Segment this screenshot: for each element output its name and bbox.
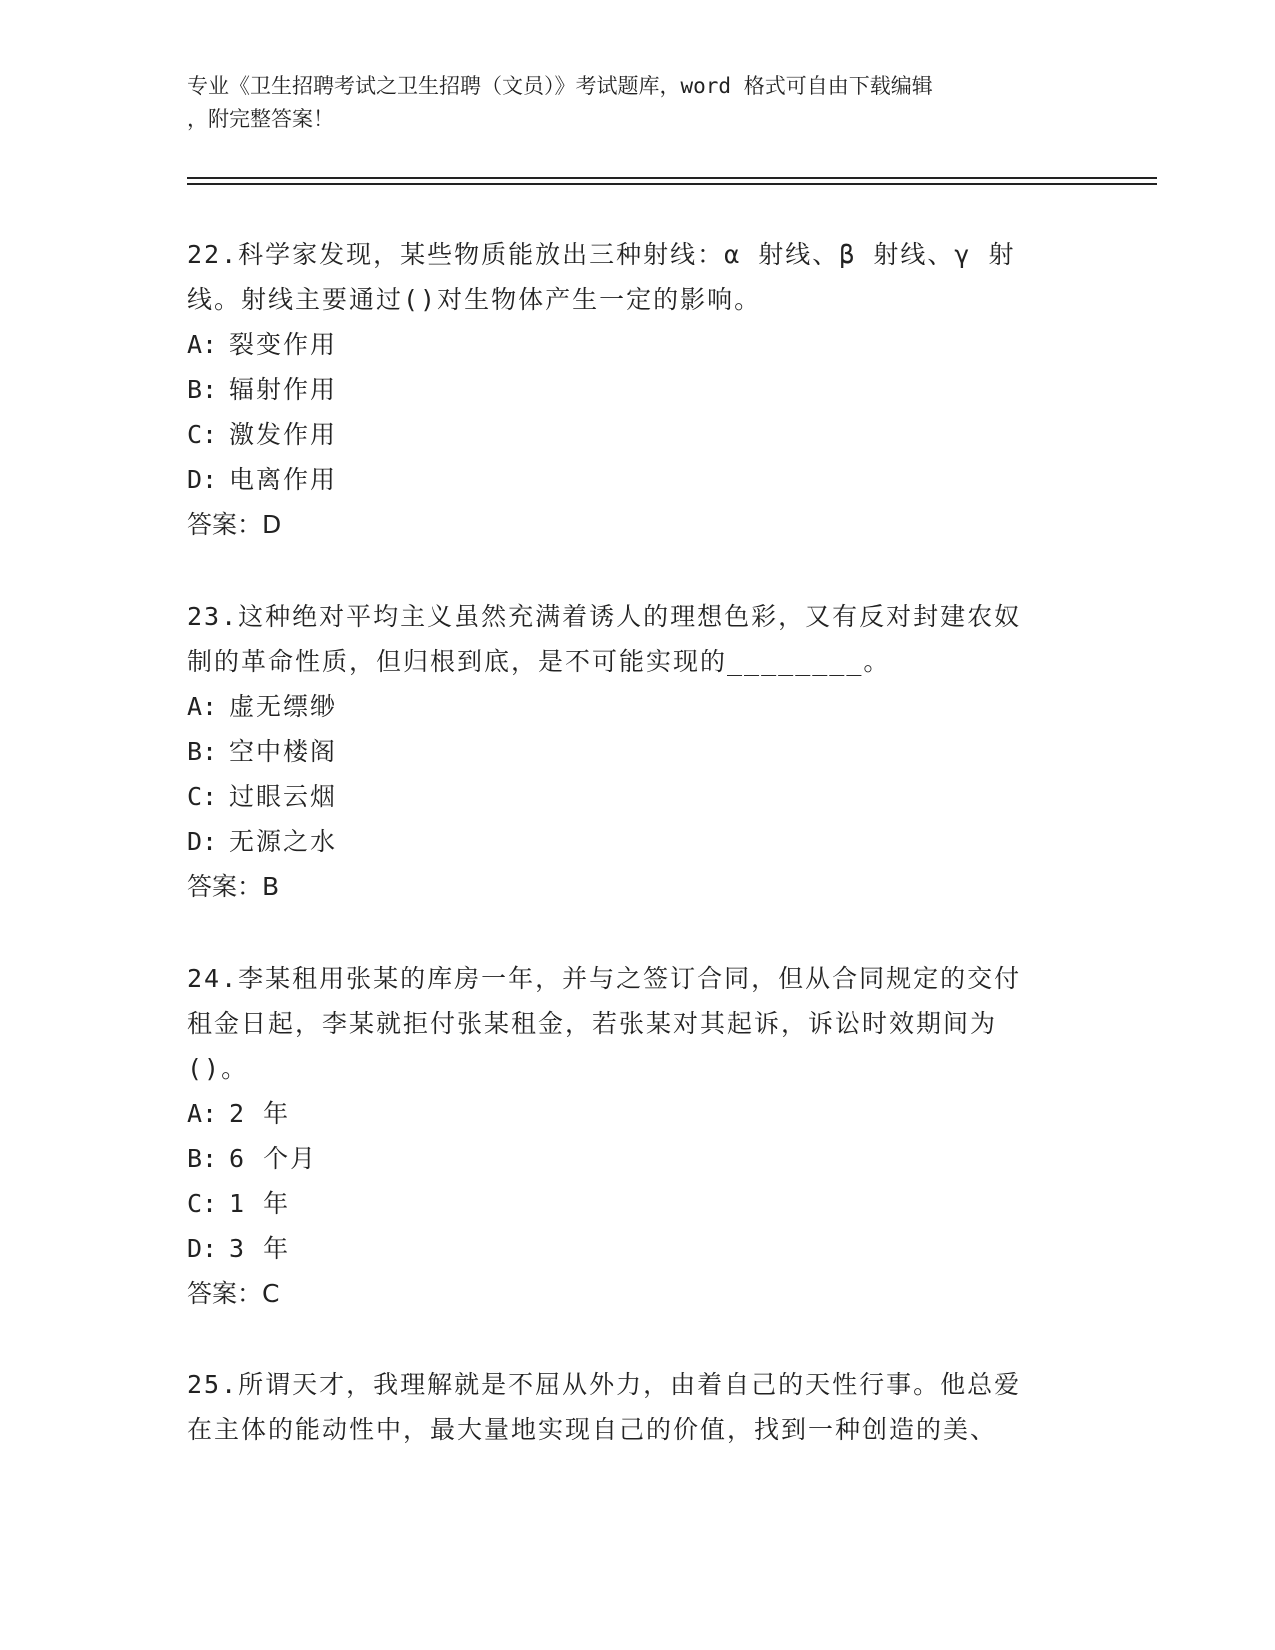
header-divider-bottom [187, 183, 1157, 185]
option-label: B: [187, 375, 218, 404]
option-text: 1 年 [229, 1189, 291, 1218]
option-text: 电离作用 [229, 465, 338, 494]
document-header [187, 70, 1067, 136]
option-label: A: [187, 1099, 218, 1128]
option-a [187, 1091, 1087, 1136]
option-text: 空中楼阁 [229, 737, 338, 766]
option-d [187, 819, 1087, 864]
question-stem-line: 22.科学家发现，某些物质能放出三种射线：α 射线、β 射线、γ 射 [187, 240, 1016, 269]
option-text: 辐射作用 [229, 375, 338, 404]
option-text: 6 个月 [229, 1144, 318, 1173]
option-label: C: [187, 1189, 218, 1218]
question-25 [187, 1362, 1087, 1452]
option-c [187, 1181, 1087, 1226]
option-label: B: [187, 737, 218, 766]
option-b [187, 1136, 1087, 1181]
question-stem [187, 594, 1087, 684]
option-text: 裂变作用 [229, 330, 338, 359]
question-stem-line: 23.这种绝对平均主义虽然充满着诱人的理想色彩，又有反对封建农奴 [187, 602, 1022, 631]
question-23 [187, 594, 1087, 909]
option-text: 激发作用 [229, 420, 338, 449]
question-stem-line: 25.所谓天才，我理解就是不屈从外力，由着自己的天性行事。他总爱 [187, 1370, 1022, 1399]
option-d [187, 1226, 1087, 1271]
header-divider-top [187, 177, 1157, 179]
option-label: D: [187, 827, 218, 856]
question-stem-line: 线。射线主要通过()对生物体产生一定的影响。 [187, 285, 762, 314]
question-stem-line: 在主体的能动性中，最大量地实现自己的价值，找到一种创造的美、 [187, 1415, 998, 1444]
option-label: D: [187, 465, 218, 494]
option-text: 2 年 [229, 1099, 291, 1128]
option-c [187, 412, 1087, 457]
option-label: D: [187, 1234, 218, 1263]
question-stem [187, 1362, 1087, 1452]
option-b [187, 367, 1087, 412]
question-24 [187, 956, 1087, 1316]
option-a [187, 322, 1087, 367]
option-label: B: [187, 1144, 218, 1173]
answer: 答案：C [187, 1279, 280, 1308]
option-c [187, 774, 1087, 819]
option-text: 3 年 [229, 1234, 291, 1263]
answer: 答案：B [187, 872, 280, 901]
option-d [187, 457, 1087, 502]
option-label: A: [187, 330, 218, 359]
header-line-1: 专业《卫生招聘考试之卫生招聘（文员）》考试题库，word 格式可自由下载编辑 [187, 74, 933, 98]
option-b [187, 729, 1087, 774]
question-stem [187, 956, 1087, 1091]
question-22 [187, 232, 1087, 547]
option-label: C: [187, 782, 218, 811]
question-stem-line: ()。 [187, 1054, 249, 1083]
option-a [187, 684, 1087, 729]
option-text: 无源之水 [229, 827, 338, 856]
question-stem-line: 租金日起，李某就拒付张某租金，若张某对其起诉，诉讼时效期间为 [187, 1009, 998, 1038]
option-text: 过眼云烟 [229, 782, 338, 811]
answer: 答案：D [187, 510, 282, 539]
option-label: A: [187, 692, 218, 721]
question-stem-line: 制的革命性质，但归根到底，是不可能实现的________。 [187, 647, 891, 676]
option-text: 虚无缥缈 [229, 692, 338, 721]
question-stem-line: 24.李某租用张某的库房一年，并与之签订合同，但从合同规定的交付 [187, 964, 1022, 993]
option-label: C: [187, 420, 218, 449]
question-stem [187, 232, 1087, 322]
header-line-2: ，附完整答案！ [187, 107, 334, 131]
